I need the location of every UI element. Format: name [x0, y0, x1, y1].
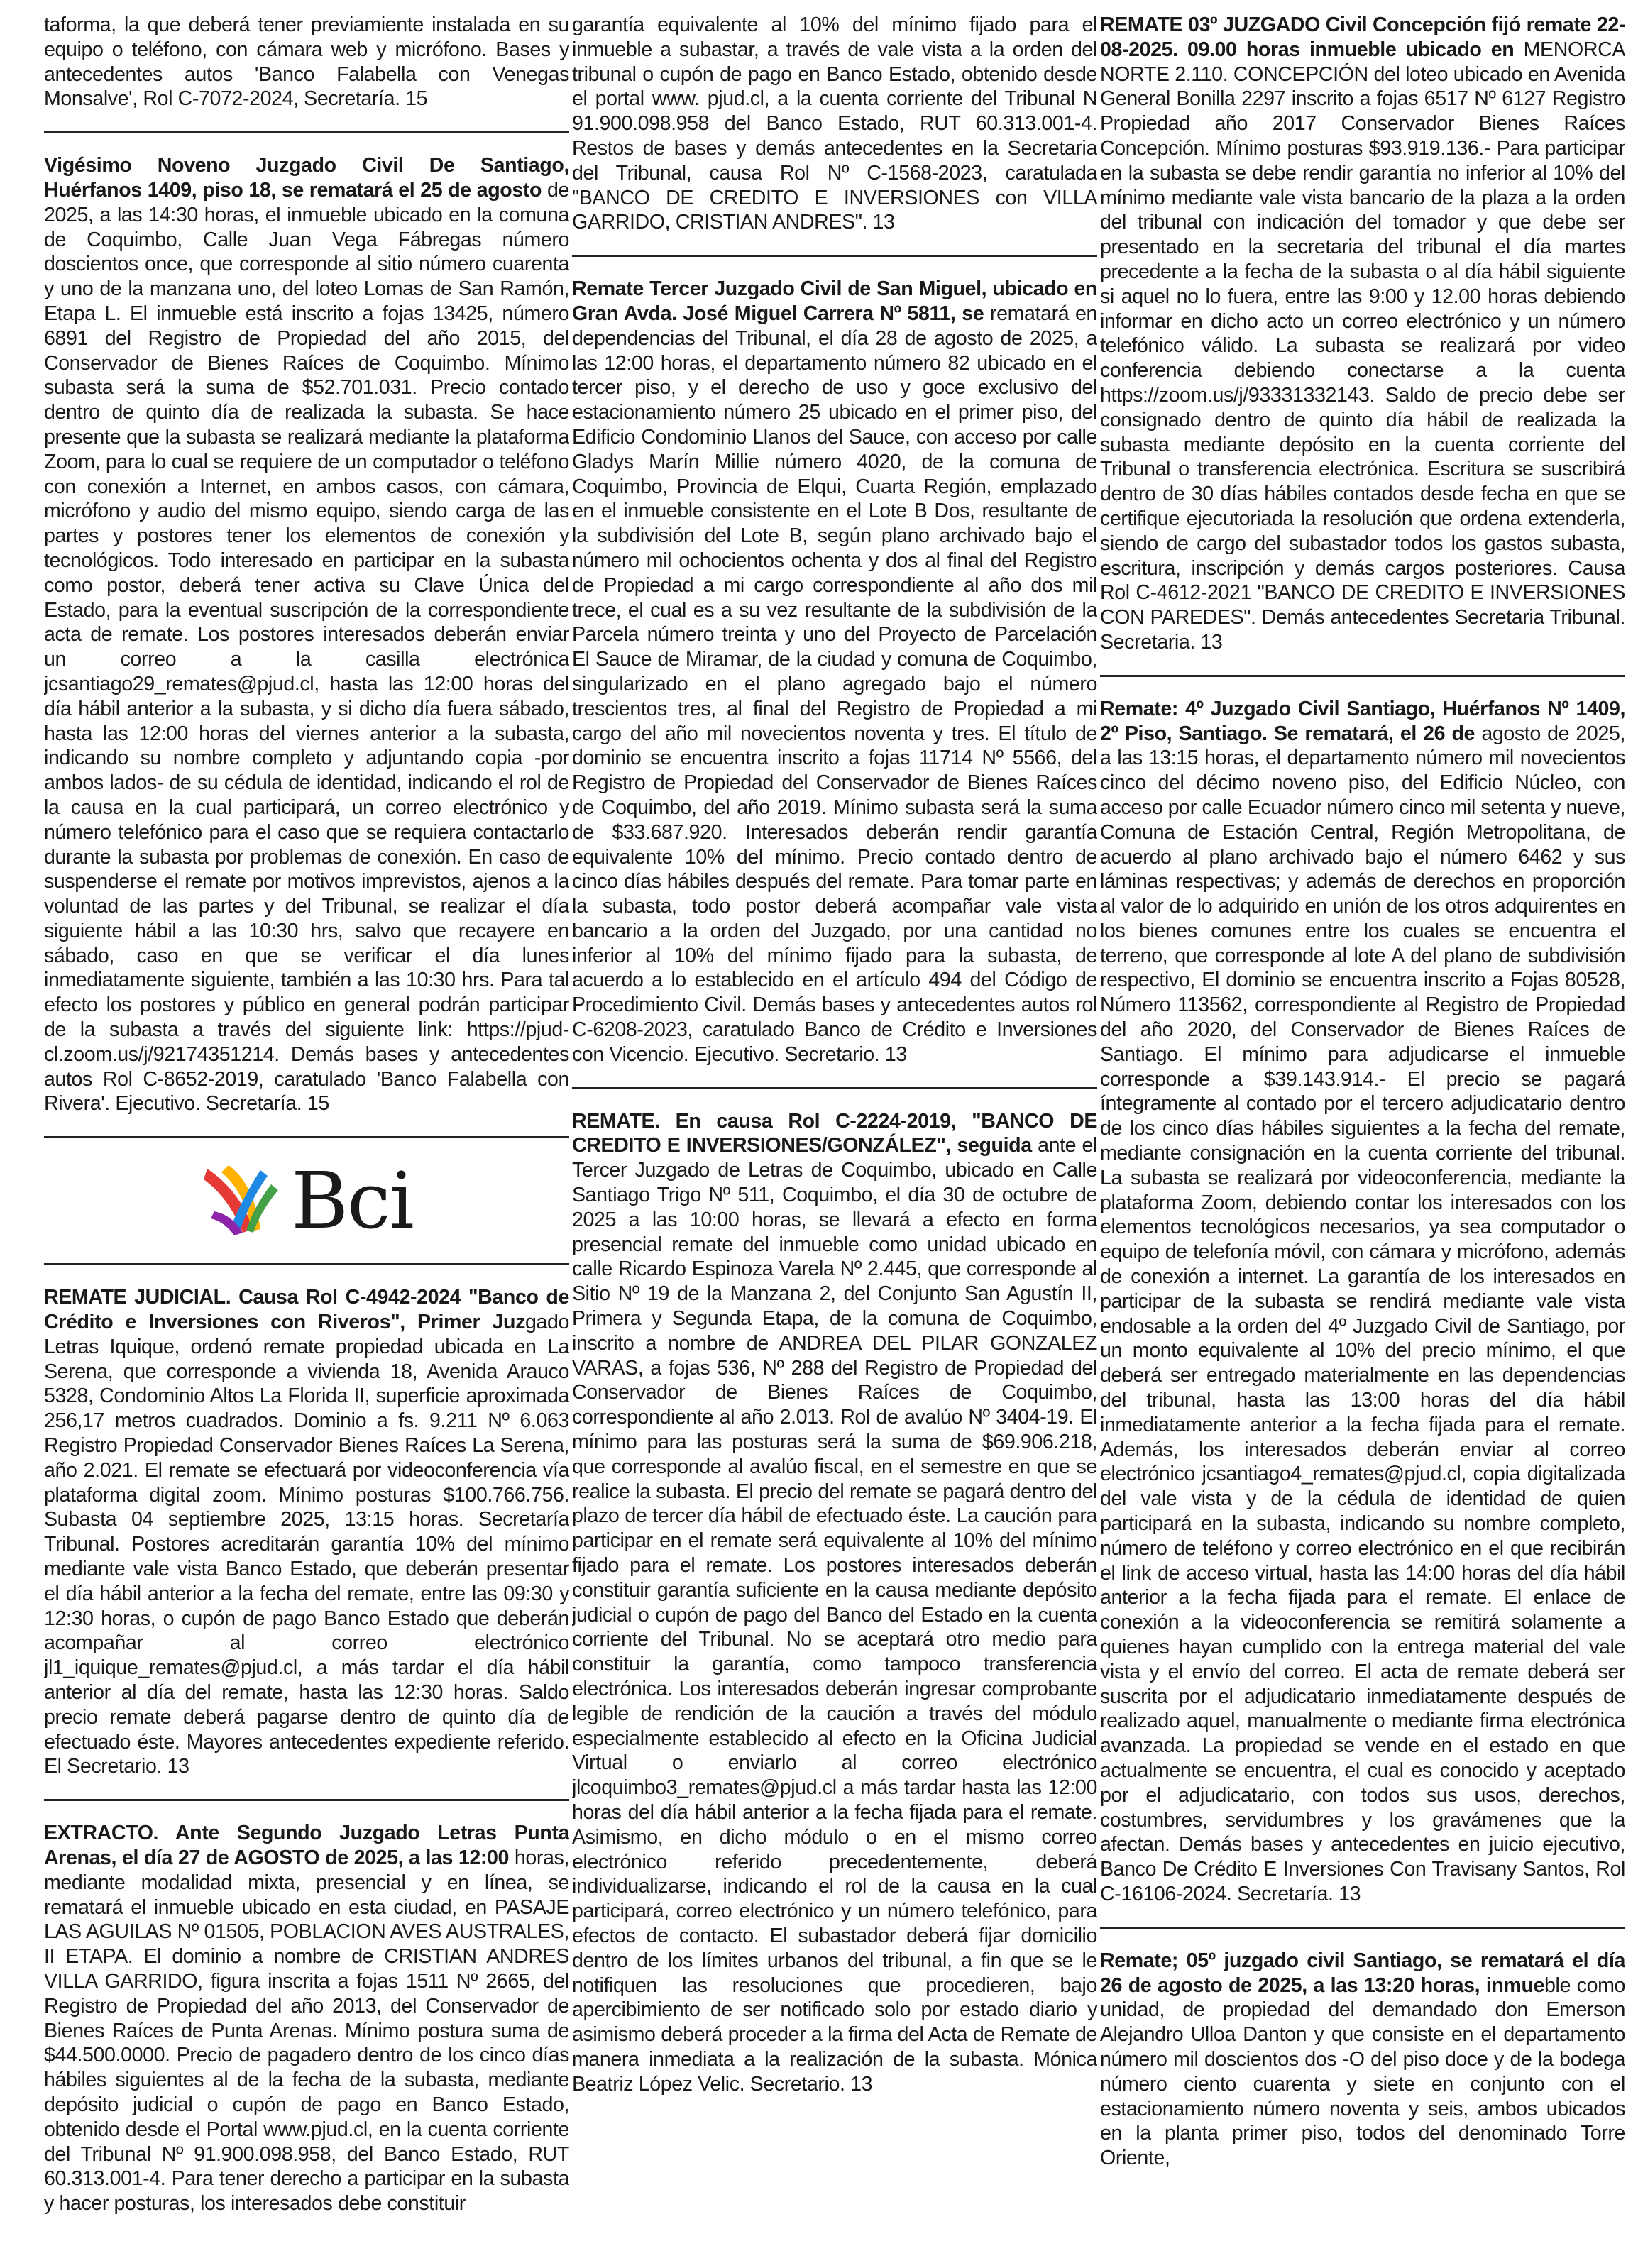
ad-3-2-body: agosto de 2025, a las 13:15 horas, el departamento número mil novecientos cinco del décimo noveno piso, del Edificio Núcleo, con acceso por calle Ecuador número cinco mil setenta y nueve, Comuna de Estación Central, Región Metropolitana, de acuerdo al plano archivado bajo el número 6462 y sus láminas respectivas; y además de derechos en proporción al valor de lo adquirido en unión de los otros adquirentes en los bienes comunes entre los cuales se encuentra el terreno, que corresponde al lote A del plano de subdivisión respectivo, El dominio se encuentra inscrito a Fojas 80528, Número 113562, correspondiente al Registro de Propiedad del año 2020, del Conservador de Bienes Raíces de Santiago. El mínimo para adjudicarse el inmueble corresponde a $39.143.914.- El precio se pagará íntegramente al contado por el tercero adjudicatario dentro de los cinco días hábiles siguientes a la fecha del remate, mediante consignación en la cuenta corriente del tribunal. La subasta se realizará por videoconferencia, mediante la plataforma Zoom, debiendo contar los interesados con los elementos tecnológicos necesarios, ya sea computador o equipo de telefonía móvil, con cámara y micrófono, además de conexión a internet. La garantía de los interesados en participar de la subasta se rendirá mediante vale vista endosable a la orden del 4º Juzgado Civil de Santiago, por un monto equivalente al 10% del precio mínimo, el que deberá ser entregado materialmente en las dependencias del tribunal, hasta las 13:00 horas del día hábil inmediatamente anterior a la fecha fijada para el remate. Además, los interesados deberán enviar al correo electrónico jcsantiago4_remates@pjud.cl, copia digitalizada del vale vista y de la cédula de identidad de quien participará en la subasta, indicando su nombre completo, número de teléfono y correo electrónico en el que recibirán el link de acceso virtual, hasta las 14:00 horas del día hábil anterior a la fecha fijada para el remate. El enlace de conexión a la videoconferencia se remitirá solamente a quienes hayan cumplido con la entrega material del vale vista y el envío del correo. El acta de remate deberá ser suscrita por el adjudicatario inmediatamente después de realizado aquel, manualmente o mediante firma electrónica avanzada. La propiedad se vende en el estado en que actualmente se encuentra, el cual es conocido y aceptado por el adjudicatario, con todos sus usos, derechos, costumbres, servidumbres y los gravámenes que la afectan. Demás bases y antecedentes en juicio ejecutivo, Banco De Crédito E Inversiones Con Travisany Santos, Rol C-16106-2024. Secretaría. 13: [1100, 722, 1625, 1905]
ad-3-1: [1100, 13, 1625, 655]
ad-2-2: [572, 277, 1097, 1067]
ad-1-2-heading: Vigésimo Noveno Juzgado Civil De Santiago, Huérfanos 1409, piso 18, se rematará el 25 de agosto: [44, 154, 569, 202]
separator: [572, 255, 1097, 257]
ad-1-3-body: gado Letras Iquique, ordenó remate propiedad ubicada en La Serena, que corresponde a vivienda 18, Avenida Arauco 5328, Condominio Altos La Florida II, superficie aproximada 256,17 metros cuadrados. Dominio a fs. 9.211 Nº 6.063 Registro Propiedad Conservador Bienes Raíces La Serena, año 2.021. El remate se efectuará por videoconferencia vía plataforma digital zoom. Mínimo posturas $100.766.756. Subasta 04 septiembre 2025, 13:15 horas. Secretaría Tribunal. Postores acreditarán garantía 10% del mínimo mediante vale vista Banco Estado, que deberán presentar el día hábil anterior a la fecha del remate, entre las 09:30 y 12:30 horas, o cupón de pago Banco Estado que deberán acompañar al correo electrónico jl1_iquique_remates@pjud.cl, a más tardar el día hábil anterior al día del remate, hasta las 12:30 horas. Saldo precio remate deberá pagarse dentro de quinto día de efectuado éste. Mayores antecedentes expediente referido. El Secretario. 13: [44, 1311, 569, 1778]
bci-logo-text: Bci: [291, 1155, 413, 1247]
ad-1-4-heading: EXTRACTO. Ante Segundo Juzgado Letras Punta Arenas, el día 27 de AGOSTO de 2025, a las 12:00: [44, 1822, 569, 1869]
ad-2-1: [572, 13, 1097, 235]
separator: [1100, 1927, 1625, 1929]
bci-logo: [44, 1155, 569, 1247]
ad-2-1-body: garantía equivalente al 10% del mínimo fijado para el inmueble a subastar, a través de vale vista a la orden del tribunal o cupón de pago en Banco Estado, obtenido desde el portal www. pjud.cl, a la cuenta corriente del Tribunal N 91.900.098.958 del Banco Estado, RUT 60.313.001-4. Restos de bases y demás antecedentes en la Secretaria del Tribunal, causa Rol Nº C-1568-2023, caratulada "BANCO DE CREDITO E INVERSIONES con VILLA GARRIDO, CRISTIAN ANDRES". 13: [572, 13, 1097, 234]
bci-logo-mark-icon: [200, 1162, 285, 1240]
ad-1-3: [44, 1285, 569, 1779]
separator: [1100, 675, 1625, 677]
ad-1-4: [44, 1821, 569, 2216]
ad-1-2: [44, 153, 569, 1116]
ad-2-3: [572, 1109, 1097, 2097]
ad-1-2-body: de 2025, a las 14:30 horas, el inmueble ubicado en la comuna de Coquimbo, Calle Juan Vega Fábregas número doscientos once, que corresponde al sitio número cuarenta y uno de la manzana uno, del loteo Lomas de San Ramón, Etapa L. El inmueble está inscrito a fojas 13425, número 6891 del Registro de Propiedad del año 2015, del Conservador de Bienes Raíces de Coquimbo. Mínimo subasta será la suma de $52.701.031. Precio contado dentro de quinto día de realizada la subasta. Se hace presente que la subasta se realizará mediante la plataforma Zoom, para lo cual se requiere de un computador o teléfono con conexión a Internet, en ambos casos, con cámara, micrófono y audio del mismo equipo, siendo carga de las partes y postores tener los elementos de conexión y tecnológicos. Todo interesado en participar en la subasta como postor, deberá tener activa su Clave Única del Estado, para la eventual suscripción de la correspondiente acta de remate. Los postores interesados deberán enviar un correo a la casilla electrónica jcsantiago29_remates@pjud.cl, hasta las 12:00 horas del día hábil anterior a la subasta, y si dicho día fuera sábado, hasta las 12:00 horas del viernes anterior a la subasta, indicando su nombre completo y adjuntando copia -por ambos lados- de su cédula de identidad, indicando el rol de la causa en la cual participará, un correo electrónico y número telefónico para el caso que se requiera contactarlo durante la subasta por problemas de conexión. En caso de suspenderse el remate por motivos imprevistos, ajenos a la voluntad de las partes y del Tribunal, se realizar el día siguiente hábil a las 10:30 hrs, salvo que recayere en sábado, caso en que se verificar el día lunes inmediatamente siguiente, también a las 10:30 hrs. Para tal efecto los postores y público en general podrán participar de la subasta a través del siguiente link: https://pjud-cl.zoom.us/j/92174351214. Demás bases y antecedentes autos Rol C-8652-2019, caratulado 'Banco Falabella con Rivera'. Ejecutivo. Secretaría. 15: [44, 178, 569, 1116]
ad-1-4-body: horas, mediante modalidad mixta, presencial y en línea, se rematará el inmueble ubicado en esta ciudad, en PASAJE LAS AGUILAS Nº 01505, POBLACION AVES AUSTRALES, II ETAPA. El dominio a nombre de CRISTIAN ANDRES VILLA GARRIDO, figura inscrita a fojas 1511 Nº 2665, del Registro de Propiedad del año 2013, del Conservador de Bienes Raíces de Punta Arenas. Mínimo postura suma de $44.500.0000. Precio de pagadero dentro de los cinco días hábiles siguientes al de la fecha de la subasta, mediante depósito judicial o cupón de pago en Banco Estado, obtenido desde el Portal www.pjud.cl, en la cuenta corriente del Tribunal Nº 91.900.098.958, del Banco Estado, RUT 60.313.001-4. Para tener derecho a participar en la subasta y hacer posturas, los interesados debe constituir: [44, 1846, 569, 2215]
separator: [572, 1087, 1097, 1089]
separator: [44, 1263, 569, 1265]
ad-2-2-body: rematará en dependencias del Tribunal, el día 28 de agosto de 2025, a las 12:00 horas, el departamento número 82 ubicado en el tercer piso, y el derecho de uso y goce exclusivo del estacionamiento número 25 ubicado en el primer piso, del Edificio Condominio Llanos del Sauce, con acceso por calle Gladys Marín Millie número 4020, de la comuna de Coquimbo, Provincia de Elqui, Cuarta Región, emplazado en el inmueble consistente en el Lote B Dos, resultante de la subdivisión del Lote B, según plano archivado bajo el número mil ochocientos ochenta y dos al final del Registro de Propiedad a mi cargo correspondiente al año dos mil trece, el cual es a su vez resultante de la subdivisión de la Parcela número treinta y uno del Proyecto de Parcelación El Sauce de Miramar, de la ciudad y comuna de Coquimbo, singularizado en el plano agregado bajo el número trescientos tres, al final del Registro de Propiedad a mi cargo del año mil novecientos noventa y tres. El título de dominio se encuentra inscrito a fojas 11714 Nº 5566, del Registro de Propiedad del Conservador de Bienes Raíces de Coquimbo, del año 2019. Mínimo subasta será la suma de $33.687.920. Interesados deberán rendir garantía equivalente 10% del mínimo. Precio contado dentro de cinco días hábiles después del remate. Para tomar parte en la subasta, todo postor deberá acompañar vale vista bancario a la orden del Juzgado, por una cantidad no inferior al 10% del mínimo fijado para la subasta, de acuerdo a lo establecido en el artículo 494 del Código de Procedimiento Civil. Demás bases y antecedentes autos rol C-6208-2023, caratulado Banco de Crédito e Inversiones con Vicencio. Ejecutivo. Secretario. 13: [572, 302, 1097, 1066]
column-1: [44, 13, 569, 2262]
ad-3-3-body: ble como unidad, de propiedad del demandado don Emerson Alejandro Ulloa Danton y que consiste en el departamento número mil doscientos dos -O del piso doce y de la bodega número ciento cuarenta y siete en conjunto con el estacionamiento número noventa y seis, ambos ubicados en la planta primer piso, todos del denominado Torre Oriente,: [1100, 1974, 1625, 2170]
separator: [44, 131, 569, 133]
ad-3-2-heading: Remate: 4º Juzgado Civil Santiago, Huérfanos Nº 1409, 2º Piso, Santiago. Se rematará, el 26 de: [1100, 697, 1625, 745]
ad-3-3: [1100, 1949, 1625, 2171]
ad-2-3-body: ante el Tercer Juzgado de Letras de Coquimbo, ubicado en Calle Santiago Trigo Nº 511, Coquimbo, el día 30 de octubre de 2025 a las 10:00 horas, se llevará a efecto en forma presencial remate del inmueble como unidad ubicado en calle Ricardo Espinoza Varela Nº 2.445, que corresponde al Sitio Nº 19 de la Manzana 2, del Conjunto San Agustín II, Primera y Segunda Etapa, de la comuna de Coquimbo, inscrito a nombre de ANDREA DEL PILAR GONZALEZ VARAS, a fojas 536, Nº 288 del Registro de Propiedad del Conservador de Bienes Raíces de Coquimbo, correspondiente al año 2.013. Rol de avalúo Nº 3404-19. El mínimo para las posturas será la suma de $69.906.218, que corresponde al avalúo fiscal, en el semestre en que se realice la subasta. El precio del remate se pagará dentro del plazo de tercer día hábil de efectuado éste. La caución para participar en el remate será equivalente al 10% del mínimo fijado para el remate. Los postores interesados deberán constituir garantía suficiente en la causa mediante depósito judicial o cupón de pago del Banco del Estado en la cuenta corriente del Tribunal. No se aceptará otro medio para constituir la garantía, como tampoco transferencia electrónica. Los interesados deberán ingresar comprobante legible de rendición de la caución a través del módulo especialmente establecido al efecto en la Oficina Judicial Virtual o enviarlo al correo electrónico jlcoquimbo3_remates@pjud.cl a más tardar hasta las 12:00 horas del día hábil anterior a la fecha fijada para el remate. Asimismo, en dicho módulo o en el mismo correo electrónico referido precedentemente, deberá individualizarse, indicando el rol de la causa en la cual participará, correo electrónico y un número telefónico, para efectos de contacto. El subastador deberá fijar domicilio dentro de los límites urbanos del tribunal, a fin que se le notifiquen las resoluciones que procedieren, bajo apercibimiento de ser notificado solo por estado diario y asimismo deberá proceder a la firma del Acta de Remate de manera inmediata a la realización de la subasta. Mónica Beatriz López Velic. Secretario. 13: [572, 1134, 1097, 2096]
ad-2-2-heading: Remate Tercer Juzgado Civil de San Miguel, ubicado en Gran Avda. José Miguel Carrera Nº 5811, se: [572, 277, 1097, 325]
ad-1-1: [44, 13, 569, 111]
ad-3-3-heading: Remate; 05º juzgado civil Santiago, se rematará el día 26 de agosto de 2025, a las 13:20 horas, inmue: [1100, 1949, 1625, 1997]
ad-1-3-heading: REMATE JUDICIAL. Causa Rol C-4942-2024 "Banco de Crédito e Inversiones con Riveros", Primer Juz: [44, 1286, 569, 1334]
ad-3-1-heading: REMATE 03º JUZGADO Civil Concepción fijó remate 22-08-2025. 09.00 horas inmueble ubicado en: [1100, 13, 1625, 61]
separator: [44, 1799, 569, 1801]
ad-3-1-body: MENORCA NORTE 2.110. CONCEPCIÓN del loteo ubicado en Avenida General Bonilla 2297 inscrito a fojas 6517 Nº 6127 Registro Propiedad año 2017 Conservador Bienes Raíces Concepción. Mínimo posturas $93.919.136.- Para participar en la subasta se debe rendir garantía no inferior al 10% del mínimo mediante vale vista bancario de la plaza a la orden del tribunal con indicación del tomador y que debe ser presentado en la secretaria del tribunal el día martes precedente a la fecha de la subasta o al día hábil siguiente si aquel no lo fuera, entre las 9:00 y 12.00 horas debiendo informar en dicho acto un correo electrónico y un número telefónico válido. La subasta se realizará por video conferencia debiendo conectarse a la cuenta https://zoom.us/j/93331332143. Saldo de precio debe ser consignado dentro de quinto día hábil de realizada la subasta mediante depósito en la cuenta corriente del Tribunal o transferencia electrónica. Escritura se suscribirá dentro de 30 días hábiles contados desde fecha en que se certifique ejecutoriada la resolución que ordena extenderla, siendo de cargo del subastador todos los gastos subasta, escritura, inscripción y demás cargos posteriores. Causa Rol C-4612-2021 "BANCO DE CREDITO E INVERSIONES CON PAREDES". Demás antecedentes Secretaria Tribunal. Secretaria. 13: [1100, 38, 1625, 654]
column-3: [1100, 13, 1625, 2262]
ad-2-3-heading: REMATE. En causa Rol C-2224-2019, "BANCO DE CREDITO E INVERSIONES/GONZÁLEZ", seguida: [572, 1109, 1097, 1157]
ad-1-1-body: taforma, la que deberá tener previamiente instalada en su equipo o teléfono, con cámara web y micrófono. Bases y antecedentes autos 'Banco Falabella con Venegas Monsalve', Rol C-7072-2024, Secretaría. 15: [44, 13, 569, 111]
column-2: [572, 13, 1097, 2262]
separator: [44, 1136, 569, 1138]
ad-3-2: [1100, 697, 1625, 1907]
